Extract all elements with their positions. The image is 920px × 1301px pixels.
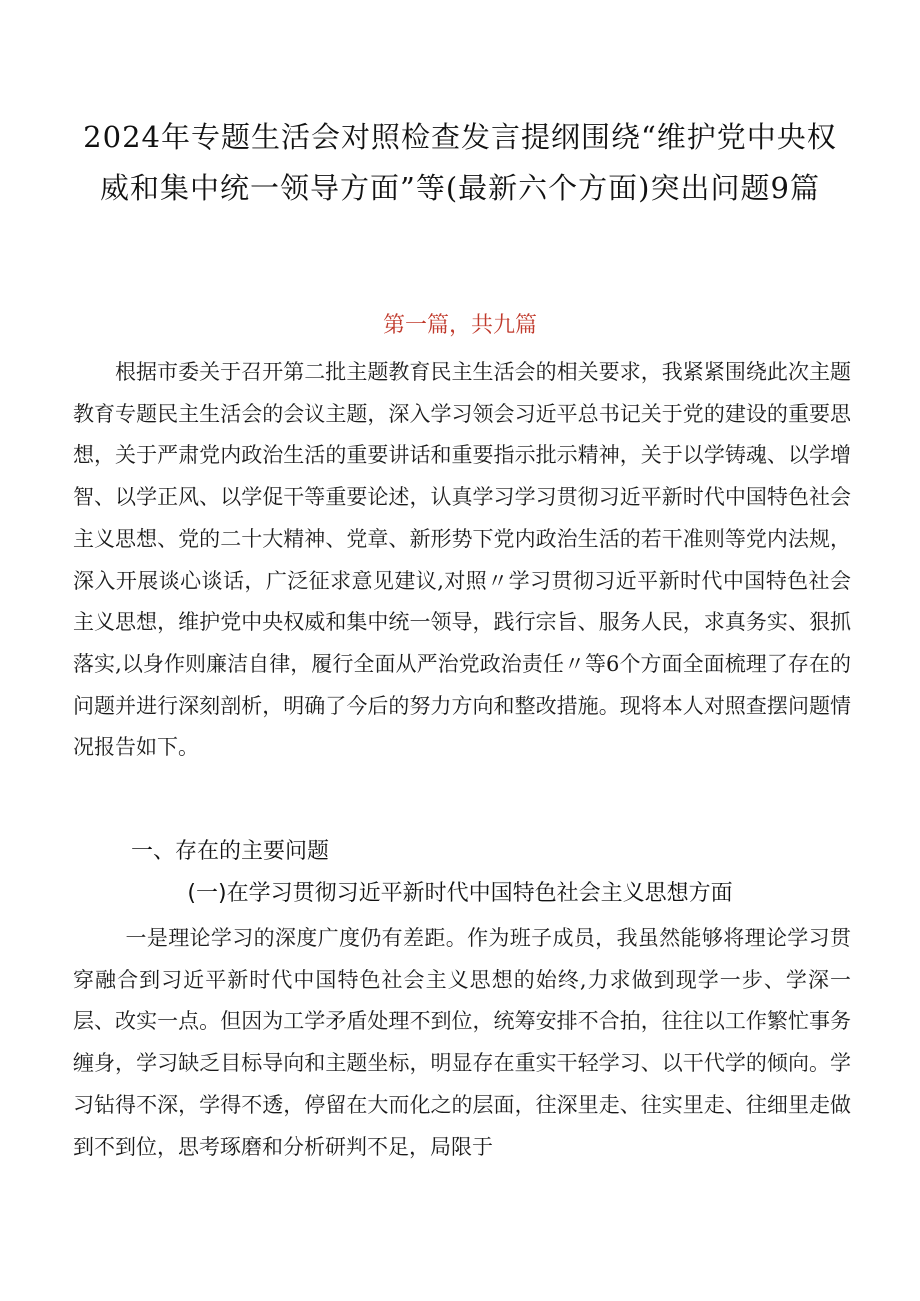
heading-subsection-1: (一)在学习贯彻习近平新时代中国特色社会主义思想方面: [187, 881, 733, 906]
document-title: 2024年专题生活会对照检查发言提纲围绕“维护党中央权威和集中统一领导方面”等(最新六个方面)突出问题9篇: [83, 120, 837, 205]
heading-main-issues: 一、存在的主要问题: [131, 839, 330, 864]
paragraph-issue-1: 一是理论学习的深度广度仍有差距。作为班子成员，我虽然能够将理论学习贯穿融合到习近平新时代中国特色社会主义思想的始终,力求做到现学一步、学深一层、改实一点。但因为工学矛盾处理不到位，统筹安排不合拍，往往以工作繁忙事务缠身，学习缺乏目标导向和主题坐标，明显存在重实干轻学习、以干代学的倾向。学习钻得不深，学得不透，停留在大而化之的层面，往深里走、往实里走、往细里走做到不到位，思考琢磨和分析研判不足，局限于: [73, 926, 851, 1159]
section-label: 第一篇，共九篇: [382, 313, 537, 338]
paragraph-intro: 根据市委关于召开第二批主题教育民主生活会的相关要求，我紧紧围绕此次主题教育专题民主生活会的会议主题，深入学习领会习近平总书记关于党的建设的重要思想，关于严肃党内政治生活的重要讲话和重要指示批示精神，关于以学铸魂、以学增智、以学正风、以学促干等重要论述，认真学习学习贯彻习近平新时代中国特色社会主义思想、党的二十大精神、党章、新形势下党内政治生活的若干准则等党内法规，深入开展谈心谈话，广泛征求意见建议,对照〃学习贯彻习近平新时代中国特色社会主义思想，维护党中央权威和集中统一领导，践行宗旨、服务人民，求真务实、狠抓落实,以身作则廉洁自律，履行全面从严治党政治责任〃等6个方面全面梳理了存在的问题并进行深刻剖析，明确了今后的努力方向和整改措施。现将本人对照查摆问题情况报告如下。: [73, 360, 851, 760]
